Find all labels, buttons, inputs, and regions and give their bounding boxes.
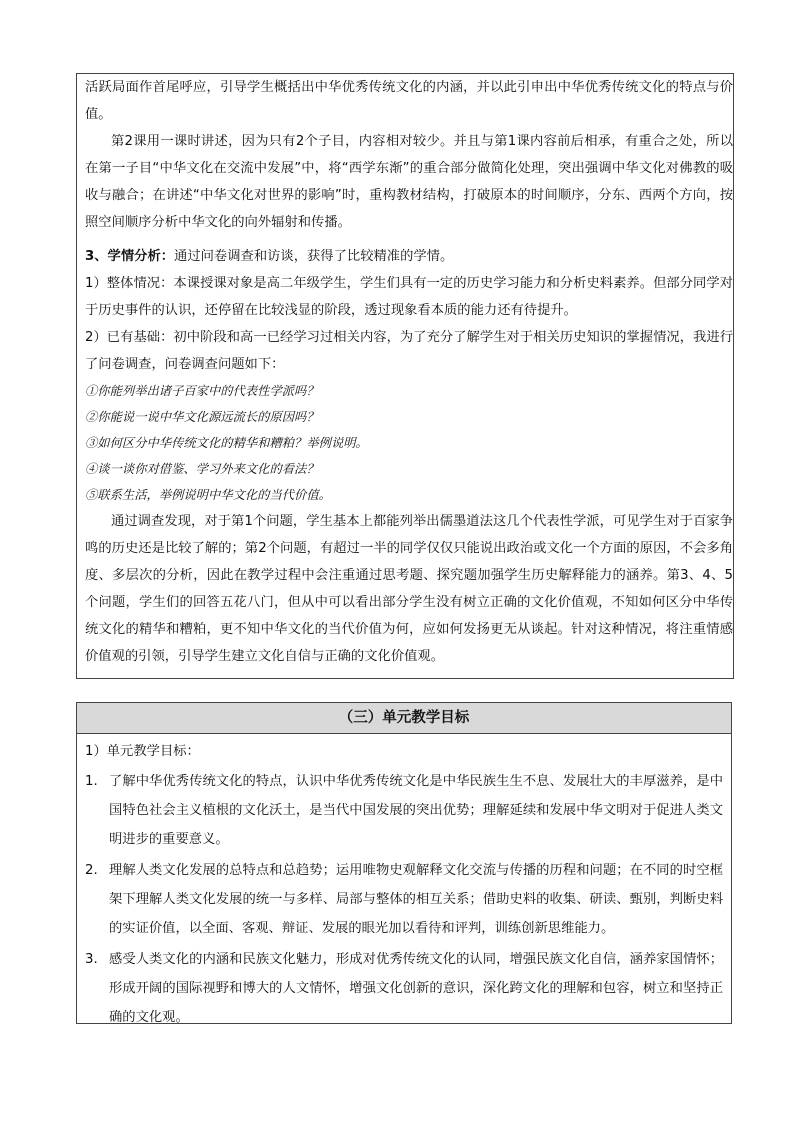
objectives-box — [76, 702, 732, 1024]
learner-analysis-heading: 3、学情分析： — [85, 249, 175, 264]
survey-question: ②你能说一说中华文化源远流长的原因吗？ — [85, 410, 319, 424]
survey-question: ③如何区分中华传统文化的精华和糟粕？举例说明。 — [85, 436, 368, 450]
objective-item — [85, 945, 723, 1032]
survey-question: ⑤联系生活，举例说明中华文化的当代价值。 — [85, 488, 331, 502]
objective-number: 2. — [85, 863, 98, 878]
learner-analysis-intro-text: 通过问卷调查和访谈，获得了比较精准的学情。 — [174, 249, 454, 264]
survey-question: ④谈一谈你对借鉴、学习外来文化的看法？ — [85, 462, 319, 476]
objective-number: 3. — [85, 952, 98, 967]
analysis-box — [76, 73, 734, 679]
learner-analysis-intro — [85, 243, 733, 270]
objective-number: 1. — [85, 774, 98, 789]
objective-text: 了解中华优秀传统文化的特点，认识中华优秀传统文化是中华民族生生不息、发展壮大的丰厚滋养，是中国特色社会主义植根的文化沃土，是当代中国发展的突出优势；理解延续和发展中华文明对于促进人类文明进步的重要意义。 — [109, 774, 723, 847]
objectives-body — [77, 734, 731, 1032]
objective-item — [85, 856, 723, 943]
objective-text: 理解人类文化发展的总特点和总趋势；运用唯物史观解释文化交流与传播的历程和问题；在不同的时空框架下理解人类文化发展的统一与多样、局部与整体的相互关系；借助史料的收集、研读、甄别，判断史料的实证价值，以全面、客观、辩证、发展的眼光加以看待和评判，训练创新思维能力。 — [109, 863, 723, 936]
analysis-paragraph-1: 活跃局面作首尾呼应，引导学生概括出中华优秀传统文化的内涵，并以此引申出中华优秀传统文化的特点与价值。 — [85, 80, 733, 122]
survey-findings: 通过调查发现，对于第1个问题，学生基本上都能列举出儒墨道法这几个代表性学派，可见学生对于百家争鸣的历史还是比较了解的；第2个问题，有超过一半的同学仅仅只能说出政治或文化一个方面的原因，不会多角度、多层次的分析，因此在教学过程中会注重通过思考题、探究题加强学生历史解释能力的涵养。第3、4、5个问题，学生们的回答五花八门，但从中可以看出部分学生没有树立正确的文化价值观，不知如何区分中华传统文化的精华和糟粕，更不知中华文化的当代价值为何，应如何发扬更无从谈起。针对这种情况，将注重情感价值观的引领，引导学生建立文化自信与正确的文化价值观。 — [85, 514, 733, 664]
objective-text: 感受人类文化的内涵和民族文化魅力，形成对优秀传统文化的认同，增强民族文化自信，涵养家国情怀；形成开阔的国际视野和博大的人文情怀，增强文化创新的意识，深化跨文化的理解和包容，树立和坚持正确的文化观。 — [109, 952, 723, 1025]
overall-situation: 1）整体情况：本课授课对象是高二年级学生，学生们具有一定的历史学习能力和分析史料素养。但部分同学对于历史事件的认识，还停留在比较浅显的阶段，透过现象看本质的能力还有待提升。 — [85, 276, 733, 318]
objectives-title: （三）单元教学目标 — [77, 703, 731, 734]
analysis-paragraph-2: 第2课用一课时讲述，因为只有2个子目，内容相对较少。并且与第1课内容前后相承，有重合之处，所以在第一子目“中华文化在交流中发展”中，将“西学东渐”的重合部分做简化处理，突出强调中华文化对佛教的吸收与融合；在讲述“中华文化对世界的影响”时，重构教材结构，打破原本的时间顺序，分东、西两个方向，按照空间顺序分析中华文化的向外辐射和传播。 — [85, 134, 733, 230]
objectives-subtitle: 1）单元教学目标： — [85, 744, 200, 759]
objective-item — [85, 767, 723, 854]
existing-basis: 2）已有基础：初中阶段和高一已经学习过相关内容，为了充分了解学生对于相关历史知识的掌握情况，我进行了问卷调查，问卷调查问题如下： — [85, 330, 733, 372]
survey-question: ①你能列举出诸子百家中的代表性学派吗？ — [85, 384, 319, 398]
